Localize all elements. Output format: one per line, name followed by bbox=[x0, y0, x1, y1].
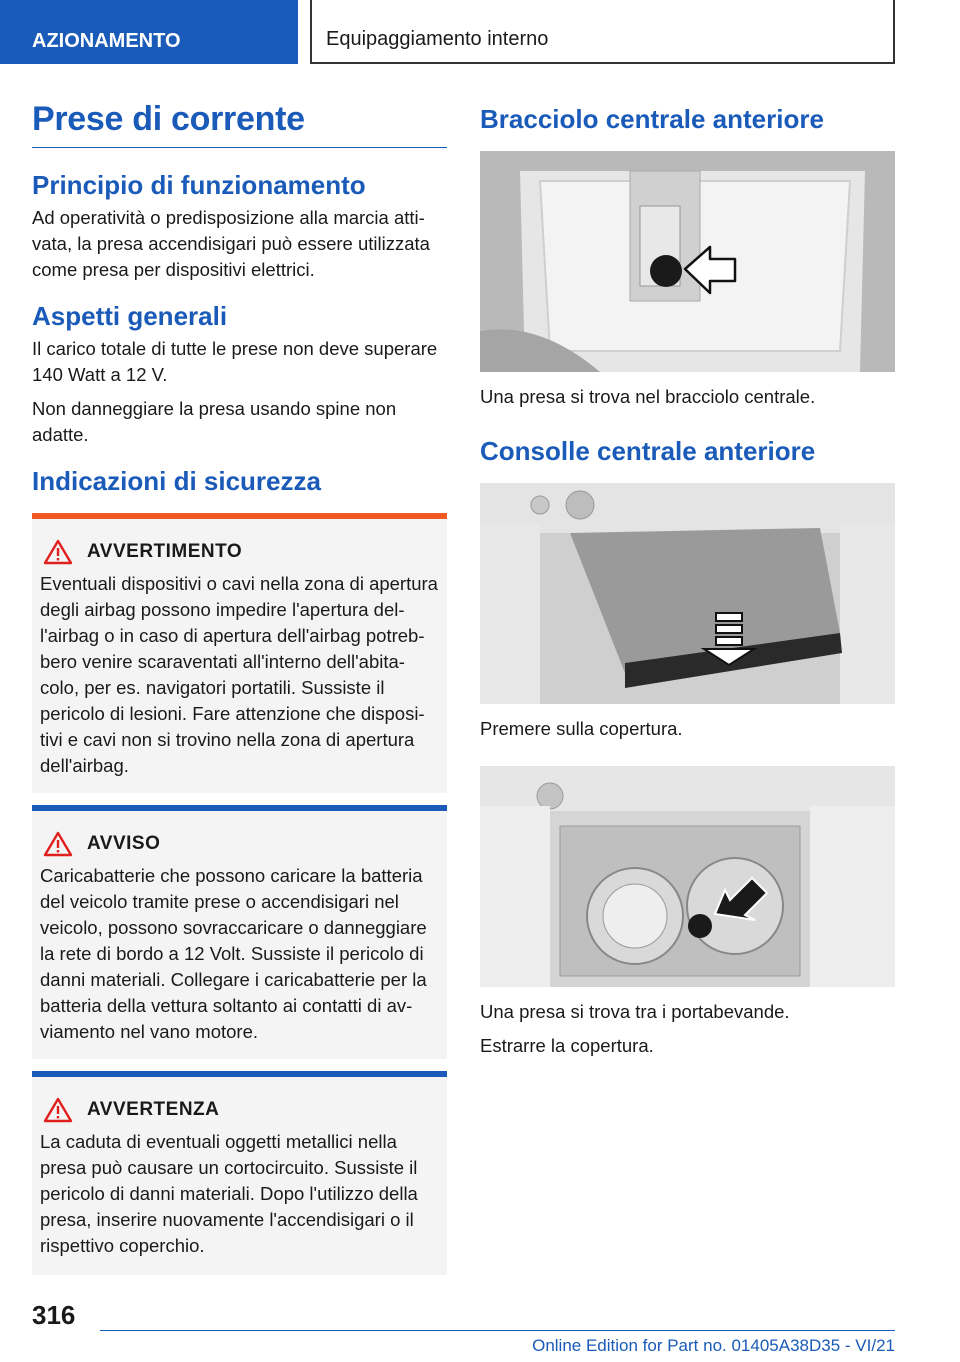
left-column bbox=[32, 100, 447, 1275]
armrest-caption: Una presa si trova nel bracciolo centrale. bbox=[480, 386, 816, 407]
caution-box bbox=[32, 1071, 447, 1275]
notice-title: AVVISO bbox=[87, 833, 161, 854]
safety-heading: Indicazioni di sicurezza bbox=[32, 466, 321, 496]
caution-title: AVVERTENZA bbox=[87, 1099, 220, 1120]
notice-text: Caricabatterie che possono caricare la batteria del veicolo tramite prese o accendisigari nel veicolo, possono sovraccaricare o danneggiare la rete di bordo a 12 Volt. Sussiste il pericolo di danni materiali. Collegare i caricabatterie per la batteria della vettura soltanto ai contatti di av-viamento nel vano motore. bbox=[40, 865, 427, 1042]
cupholder-photo bbox=[480, 766, 895, 987]
footer-divider bbox=[100, 1330, 895, 1331]
principle-text: Ad operatività o predisposizione alla marcia atti-vata, la presa accendisigari può essere utilizzata come presa per dispositivi elettrici. bbox=[32, 207, 430, 280]
right-column bbox=[480, 100, 895, 1059]
cover-caption: Estrarre la copertura. bbox=[480, 1035, 654, 1056]
armrest-heading: Bracciolo centrale anteriore bbox=[480, 104, 824, 134]
warning-triangle-icon bbox=[43, 539, 73, 565]
warning-triangle-icon bbox=[43, 1097, 73, 1123]
general-heading: Aspetti generali bbox=[32, 301, 228, 331]
console-photo bbox=[480, 483, 895, 704]
chapter-title: Equipaggiamento interno bbox=[310, 0, 895, 64]
console-heading: Consolle centrale anteriore bbox=[480, 436, 816, 466]
console-caption: Premere sulla copertura. bbox=[480, 718, 683, 739]
caution-text: La caduta di eventuali oggetti metallici nella presa può causare un cortocircuito. Sussiste il pericolo di danni materiali. Dopo l'utilizzo della presa, inserire nuovamente l'accendisigari o il rispettivo coperchio. bbox=[40, 1131, 418, 1256]
page-title: Prese di corrente bbox=[32, 100, 447, 148]
warning-title: AVVERTIMENTO bbox=[87, 541, 243, 562]
notice-box bbox=[32, 805, 447, 1059]
principle-heading: Principio di funzionamento bbox=[32, 170, 366, 200]
cupholder-caption: Una presa si trova tra i portabevande. bbox=[480, 1001, 790, 1022]
general-text-1: Il carico totale di tutte le prese non deve superare 140 Watt a 12 V. bbox=[32, 338, 438, 385]
general-text-2: Non danneggiare la presa usando spine non adatte. bbox=[32, 398, 397, 445]
warning-triangle-icon bbox=[43, 831, 73, 857]
armrest-photo bbox=[480, 151, 895, 372]
warning-text: Eventuali dispositivi o cavi nella zona di apertura degli airbag possono impedire l'apertura del-l'airbag o in caso di apertura dell'airbag potreb-bero venire scaraventati all'interno dell'abita-colo, per es. navigatori portatili. Sussiste il pericolo di lesioni. Fare attenzione che disposi-tivi e cavi non si trovino nella zona di apertura dell'airbag. bbox=[40, 573, 438, 776]
section-tab: AZIONAMENTO bbox=[0, 0, 298, 64]
page-number: 316 bbox=[32, 1300, 76, 1330]
edition-text: Online Edition for Part no. 01405A38D35 - VI/21 bbox=[532, 1336, 895, 1355]
warning-box bbox=[32, 513, 447, 793]
